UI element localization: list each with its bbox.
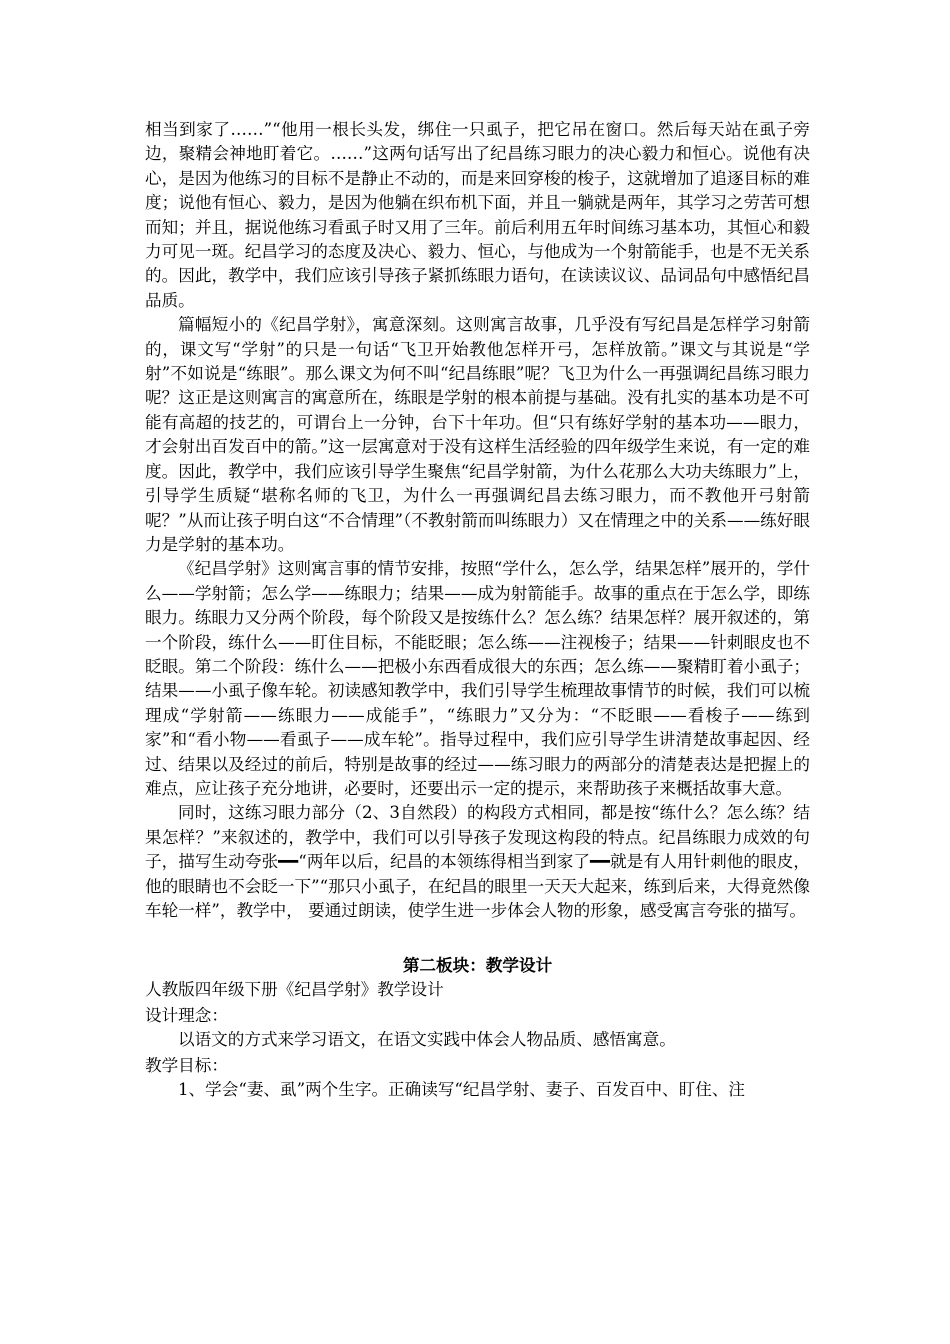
concept-label: 设计理念： [145,1006,228,1026]
concept-text: 以语文的方式来学习语文，在语文实践中体会人物品质、感悟寓意。 [178,1030,676,1050]
paragraph-4: 同时，这练习眼力部分（2、3自然段）的构段方式相同，都是按“练什么？怎么练？结果怎样？”来叙述的，教学中，我们可以引导孩子发现这构段的特点。纪昌练眼力成效的句子，描写生动夸张━━“两年以后，纪昌的本领练得相当到家了━━就是有人用针刺他的眼皮，他的眼睛也不会眨一下”“那只小虱子，在纪昌的眼里一天天大起来，练到后来，大得竟然像车轮一样”，教学中， 要通过朗读，使学生进一步体会人物的形象，感受寓言夸张的描写。 [145,803,810,920]
document-page [145,118,810,1102]
section-heading: 第二板块：教学设计 [402,955,553,976]
paragraph-2: 篇幅短小的《纪昌学射》，寓意深刻。这则寓言故事，几乎没有写纪昌是怎样学习射箭的，课文写“学射”的只是一句话“飞卫开始教他怎样开弓，怎样放箭。”课文与其说是“学射”不如说是“练眼”。那么课文为何不叫“纪昌练眼”呢？飞卫为什么一再强调纪昌练习眼力呢？这正是这则寓言的寓意所在，练眼是学射的根本前提与基础。没有扎实的基本功是不可能有高超的技艺的，可谓台上一分钟，台下十年功。但“只有练好学射的基本功——眼力，才会射出百发百中的箭。”这一层寓意对于没有这样生活经验的四年级学生来说，有一定的难度。因此，教学中，我们应该引导学生聚焦“纪昌学射箭，为什么花那么大功夫练眼力”上，引导学生质疑“堪称名师的飞卫，为什么一再强调纪昌去练习眼力，而不教他开弓射箭呢？”从而让孩子明白这“不合情理”（不教射箭而叫练眼力）又在情理之中的关系——练好眼力是学射的基本功。 [145,315,810,554]
paragraph-3: 《纪昌学射》这则寓言事的情节安排，按照“学什么，怎么学，结果怎样”展开的，学什么——学射箭；怎么学——练眼力；结果——成为射箭能手。故事的重点在于怎么学，即练眼力。练眼力又分两个阶段，每个阶段又是按练什么？怎么练？结果怎样？展开叙述的，第一个阶段，练什么——盯住目标，不能眨眼；怎么练——注视梭子；结果——针刺眼皮也不眨眼。第二个阶段：练什么——把极小东西看成很大的东西；怎么练——聚精盯着小虱子；结果——小虱子像车轮。初读感知教学中，我们引导学生梳理故事情节的时候，我们可以梳理成“学射箭——练眼力——成能手”，“练眼力”又分为：“不眨眼——看梭子——练到家”和“看小物——看虱子——成车轮”。指导过程中，我们应引导学生讲清楚故事起因、经过、结果以及经过的前后，特别是故事的经过——练习眼力的两部分的清楚表达是把握上的难点，应让孩子充分地讲，必要时，还要出示一定的提示，来帮助孩子来概括故事大意。 [145,559,810,798]
paragraph-1: 相当到家了……”“他用一根长头发，绑住一只虱子，把它吊在窗口。然后每天站在虱子旁边，聚精会神地盯着它。……”这两句话写出了纪昌练习眼力的决心毅力和恒心。说他有决心，是因为他练习的目标不是静止不动的，而是来回穿梭的梭子，这就增加了追逐目标的难度；说他有恒心、毅力，是因为他躺在织布机下面，并且一躺就是两年，其学习之劳苦可想而知；并且，据说他练习看虱子时又用了三年。前后利用五年时间练习基本功，其恒心和毅力可见一斑。纪昌学习的态度及决心、毅力、恒心，与他成为一个射箭能手，也是不无关系的。因此，教学中，我们应该引导孩子紧抓练眼力语句，在读读议议、品词品句中感悟纪昌品质。 [145,120,810,310]
goal-item-1: 1、学会“妻、虱”两个生字。正确读写“纪昌学射、妻子、百发百中、盯住、注 [178,1079,746,1099]
goals-label: 教学目标： [145,1055,228,1075]
design-subtitle: 人教版四年级下册《纪昌学射》教学设计 [145,980,444,1000]
